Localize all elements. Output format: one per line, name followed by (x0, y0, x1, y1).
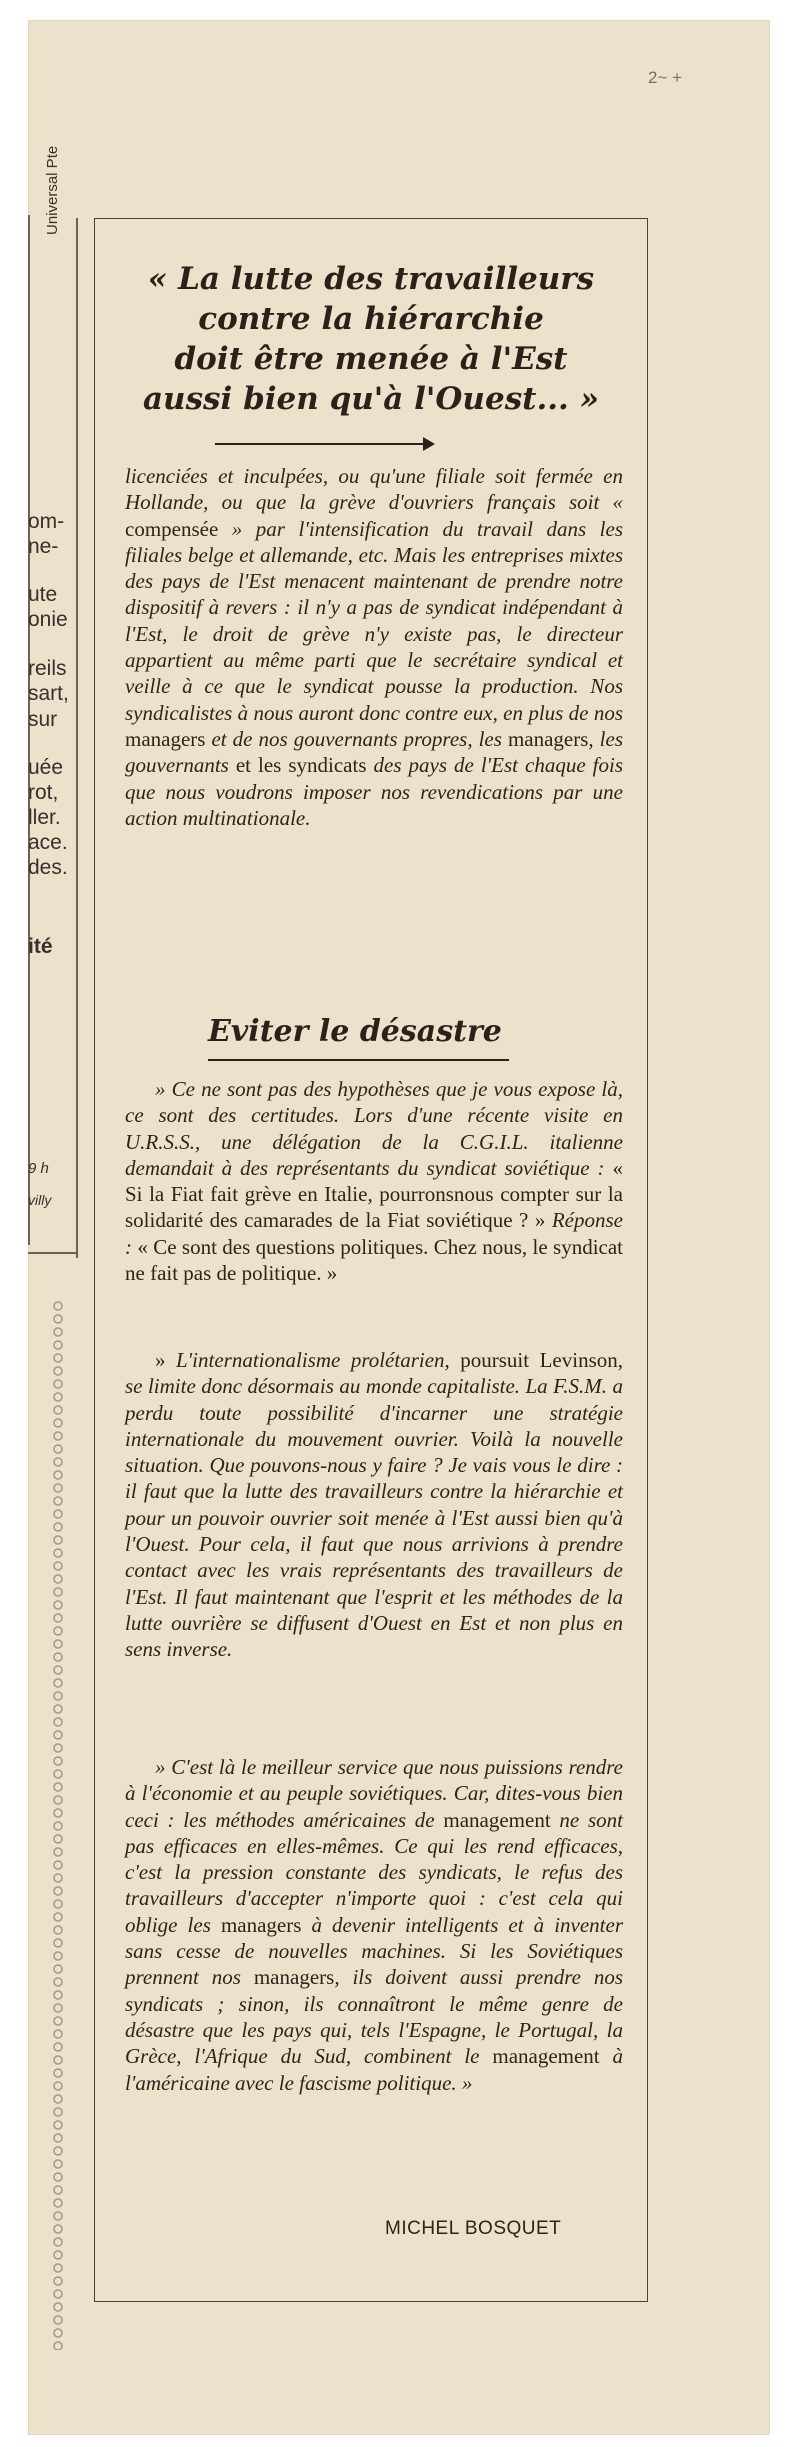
text-run: managers (125, 726, 206, 751)
headline-line: doit être menée à l'Est (174, 341, 568, 377)
text-run: » C'est là le meilleur service que nous puissions rendre à l'économie et au peuple soviétiques. Car, dites-vous bien ceci : les méthodes américaines de (125, 1755, 623, 1832)
text-run: « Ce sont des questions politiques. Chez nous, le syndicat ne fait pas de politique. » (125, 1234, 623, 1286)
arrow-icon (215, 443, 433, 445)
edge-fragment: ute (28, 583, 58, 606)
corner-mark: 2~ + (648, 68, 683, 87)
edge-fragment: ace. (28, 831, 68, 854)
edge-fragment: ller. (28, 806, 61, 829)
text-run: licenciées et inculpées, ou qu'une filiale soit fermée en Hollande, ou que la grève d'ouvriers français soit « (125, 464, 623, 515)
subheading: Eviter le désastre (208, 1014, 502, 1049)
subheading-rule (208, 1059, 509, 1061)
text-run: « Si la Fiat fait grève en Italie, pourronsnous compter sur la solidarité des camarades de la Fiat soviétique ? » (125, 1155, 623, 1233)
paragraph-1 (125, 463, 623, 831)
headline-line: contre la hiérarchie (198, 301, 544, 337)
text-run: » (155, 1348, 176, 1372)
text-run: et les syndicats (235, 753, 367, 778)
edge-fragment: om- (28, 510, 65, 533)
paragraph-4 (125, 1754, 623, 2096)
text-run: à devenir intelligents et à inventer sans cesse de nouvelles machines. Si les Soviétiques prennent nos (125, 1912, 623, 1990)
text-run: managers (220, 1912, 302, 1937)
edge-vertical-label: Universal Pte (44, 145, 61, 235)
paragraph-2 (125, 1076, 623, 1286)
edge-fragment: onie (28, 608, 68, 631)
edge-fragment: villy (28, 1192, 52, 1208)
text-run: à l'américaine avec le fascisme politique. » (125, 2044, 624, 2095)
text-run: ne sont pas efficaces en elles-mêmes. Ce qui les rend efficaces, c'est la pression constante des syndicats, le refus des travailleurs d'accepter n'importe quoi : c'est cela qui oblige les (125, 1807, 623, 1937)
text-run: , ils doivent aussi prendre nos syndicats ; sinon, ils connaîtront le même genre de désastre que les pays qui, tels l'Espagne, le Portugal, la Grèce, l'Afrique du Sud, combinent le (125, 1965, 623, 2069)
article-box (94, 218, 648, 2302)
text-run: et de nos gouvernants propres, les (205, 726, 508, 751)
headline-line: aussi bien qu'à l'Ouest... » (142, 381, 600, 417)
author-signature: MICHEL BOSQUET (385, 2218, 562, 2239)
edge-fragment: des. (28, 856, 68, 879)
text-run: managers (253, 1965, 335, 1990)
edge-fragment: rot, (28, 781, 59, 804)
edge-fragment: ité (28, 935, 53, 958)
decorative-border-chain (48, 1300, 68, 2350)
text-run: L'internationalisme prolétarien, (176, 1348, 450, 1372)
edge-fragment: sur (28, 708, 58, 731)
edge-fragment: ne- (28, 535, 59, 558)
edge-column-fragments (28, 200, 80, 1300)
text-run: poursuit Levinson, (449, 1348, 623, 1372)
text-run: Réponse : (125, 1208, 623, 1259)
headline-line: « La lutte des travailleurs (147, 261, 595, 297)
text-run: management (492, 2044, 600, 2069)
edge-fragment: 9 h (28, 1160, 49, 1177)
edge-fragment: uée (28, 756, 64, 779)
paragraph-3 (125, 1347, 623, 1663)
text-run: management (443, 1807, 551, 1832)
text-run: » Ce ne sont pas des hypothèses que je vous expose là, ce sont des certitudes. Lors d'une récente visite en U.R.S.S., une délégation de la C.G.I.L. italienne demandait à des représentants du syndicat soviétique : (125, 1077, 623, 1180)
edge-fragment: reils (28, 657, 67, 680)
article-headline (95, 259, 647, 419)
text-run: des pays de l'Est chaque fois que nous voudrons imposer nos revendications par une action multinationale. (125, 753, 624, 830)
text-run: » par l'intensification du travail dans les filiales belge et allemande, etc. Mais les entreprises mixtes des pays de l'Est menacent maintenant de prendre notre dispositif à revers : il n'y a pas de syndicat indépendant à l'Est, le droit de grève n'y existe pas, le directeur appartient au même parti que le secrétaire syndical et veille à ce que le syndicat pousse la production. Nos syndicalistes à nous auront donc contre eux, en plus de nos (125, 516, 623, 725)
edge-fragment: sart, (28, 682, 69, 705)
text-run: , les gouvernants (125, 726, 624, 778)
text-run: compensée (125, 516, 219, 541)
text-run: se limite donc désormais au monde capitaliste. La F.S.M. a perdu toute possibilité d'incarner une stratégie internationale du mouvement ouvrier. Voilà la nouvelle situation. Que pouvons-nous y faire ? Je vais vous le dire : il faut que la lutte des travailleurs contre la hiérarchie et pour un pouvoir ouvrier soit menée à l'Est aussi bien qu'à l'Ouest. Pour cela, il faut que nous arrivions à prendre contact avec les vrais représentants des travailleurs de l'Est. Il faut maintenant que l'esprit et les méthodes de la lutte ouvrière se diffusent d'Ouest en Est et non plus en sens inverse. (125, 1374, 623, 1662)
text-run: managers (507, 726, 589, 751)
